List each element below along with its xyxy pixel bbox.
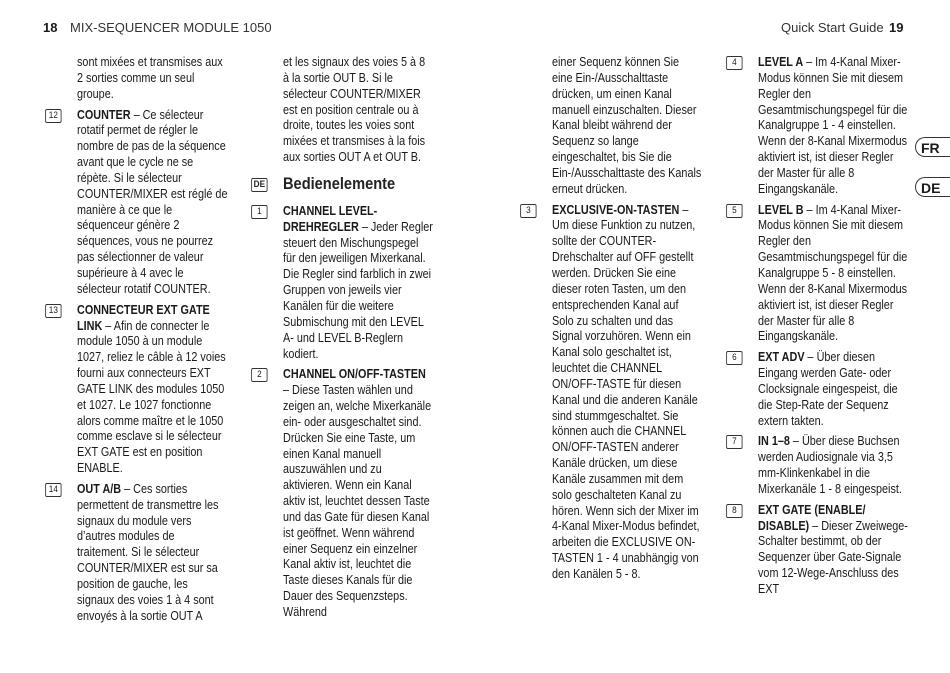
item-text: – Über diesen Eingang werden Gate- oder Clocksignale eingespeist, die die Step-Rate der Sequenz extern takten. (758, 350, 898, 428)
item-7 (732, 434, 909, 497)
item-text: – Ce sélecteur rotatif permet de régler le nombre de pas de la séquence avant que le cycle ne se répète. Si le sélecteur COUNTER/MIXER est réglé de manière à ce que le séquenceur génère 2 séquences, vous ne pourrez pas sélectionner de valeur supérieure à 4 avec le sélecteur rotatif COUNTER. (77, 107, 228, 296)
item-4 (732, 55, 909, 198)
left-page-num: 18 (43, 20, 58, 35)
col1-intro: sont mixées et transmises aux 2 sorties comme un seul groupe. (77, 55, 223, 101)
item-title: CHANNEL ON/OFF-TASTEN (283, 367, 426, 382)
column-4 (732, 55, 909, 603)
item-3 (526, 202, 703, 583)
col3-intro: einer Sequenz können Sie eine Ein-/Ausschalttaste drücken, um einen Kanal manuell einzuschalten. Dieser Kanal bleibt während der Sequenz so lange eingeschaltet, bis Sie die Ein-/Ausschalttaste des Kanals erneut drücken. (552, 55, 702, 196)
item-text: – Diese Tasten wählen und zeigen an, welche Mixerkanäle ein- oder ausgeschaltet sind. Drücken Sie eine Taste, um einen Kanal manuell auszuwählen und zu aktivieren. Wenn ein Kanal aktiv ist, leuchtet dessen Taste und das Gate für diesen Kanal ist geöffnet. Wenn während einer Sequenz ein einzelner Kanal aktiv ist, leuchtet die Taste dieses Kanals für die Dauer des Sequenzsteps. Während (283, 383, 432, 619)
item-number-badge: 1 (251, 205, 267, 219)
item-number-badge: 7 (726, 435, 742, 449)
right-running-title: Quick Start Guide (781, 20, 884, 35)
left-running-title: MIX-SEQUENCER MODULE 1050 (70, 20, 272, 35)
item-text: – Dieser Zweiwege-Schalter bestimmt, ob der Sequenzer über Gate-Signale vom 12-Wege-Anschluss des EXT (758, 518, 908, 596)
item-title: IN 1–8 (758, 434, 790, 449)
item-title: EXCLUSIVE-ON-TASTEN (552, 202, 680, 217)
section-title: Bedienelemente (283, 173, 396, 193)
column-1 (48, 55, 228, 630)
item-number-badge: 14 (45, 483, 61, 497)
item-number-badge: 13 (45, 304, 61, 318)
item-text: – Afin de connecter le module 1050 à un module 1027, reliez le câble à 12 voies fourni aux connecteurs EXT GATE LINK des modules 1050 et 1027. Le 1027 fonctionne alors comme maître et le 1050 comme esclave si le sélecteur EXT GATE est en position ENABLE. (77, 318, 226, 476)
column-3 (526, 55, 703, 588)
item-title: OUT A/B (77, 481, 122, 496)
item-title: CHANNEL LEVEL-DREHREGLER (283, 203, 378, 234)
item-number-badge: 5 (726, 204, 742, 218)
item-number-badge: 8 (726, 504, 742, 518)
right-page-number: 19 (889, 20, 904, 35)
item-title: EXT ADV (758, 350, 805, 365)
item-text: – Ces sorties permettent de transmettre les signaux du module vers d’autres modules de traitement. Si le sélecteur COUNTER/MIXER est sur sa position de gauche, les signaux des voies 1 à 4 sont envoyés à la sortie OUT A (77, 481, 219, 623)
section-language-badge: DE (251, 178, 267, 192)
item-title: COUNTER (77, 107, 131, 122)
item-number-badge: 4 (726, 56, 742, 70)
item-title: LEVEL B (758, 202, 804, 217)
language-tab-de: DE (915, 177, 950, 197)
item-text: – Um diese Funktion zu nutzen, sollte der COUNTER-Drehschalter auf OFF gestellt werden. Drücken Sie eine dieser roten Tasten, um den entsprechenden Kanal auf Solo zu schalten und das Signal vorzuhören. Wenn ein Kanal solo geschaltet ist, leuchtet die CHANNEL ON/OFF-TASTE für diesen Kanal und die anderen Kanäle sind stummgeschaltet. Sie können auch die CHANNEL ON/OFF-TASTEN anderer Kanäle drücken, um diese Kanäle zusammen mit dem solo geschalteten Kanal zu hören. Wenn sich der Mixer im 4-Kanal Mixer-Modus befindet, arbeiten die EXCLUSIVE ON-TASTEN 1 - 4 unabhängig von den Kanälen 5 - 8. (552, 202, 700, 581)
item-text: – Jeder Regler steuert den Mischungspegel für den jeweiligen Mixerkanal. Die Regler sind farblich in zwei Gruppen von jeweils vier Kanälen für die weitere Submischung mit den LEVEL A- und LEVEL B-Reglern kodiert. (283, 219, 433, 361)
item-number-badge: 6 (726, 351, 742, 365)
column-2 (253, 55, 434, 626)
item-14 (48, 481, 228, 625)
item-title: LEVEL A (758, 55, 804, 69)
item-12 (48, 107, 228, 298)
item-text: – Im 4-Kanal Mixer-Modus können Sie mit diesem Regler den Gesamtmischungspegel für die Kanalgruppe 5 - 8 einstellen. Wenn der 8-Kanal Mixermodus aktiviert ist, ist dieser Regler der Master für alle 8 Eingangskanäle. (758, 202, 908, 344)
item-1 (257, 203, 434, 362)
section-heading (253, 173, 434, 194)
item-number-badge: 2 (251, 368, 267, 382)
item-13 (48, 302, 228, 477)
item-number-badge: 12 (45, 109, 61, 123)
col2-intro: et les signaux des voies 5 à 8 à la sortie OUT B. Si le sélecteur COUNTER/MIXER est en position centrale ou à droite, toutes les voies sont mixées et transmises à la fois aux sorties OUT A et OUT B. (283, 55, 426, 165)
item-5 (732, 202, 909, 346)
left-page-number (43, 20, 57, 36)
item-text: – Über diese Buchsen werden Audiosignale via 3,5 mm-Klinkenkabel in die Mixerkanäle 1 - 8 eingespeist. (758, 434, 902, 496)
item-6 (732, 350, 909, 429)
item-2 (257, 367, 434, 621)
item-text: – Im 4-Kanal Mixer-Modus können Sie mit diesem Regler den Gesamtmischungspegel für die Kanalgruppe 1 - 4 einstellen. Wenn der 8-Kanal Mixermodus aktiviert ist, ist dieser Regler der Master für alle 8 Eingangskanäle. (758, 55, 908, 196)
item-number-badge: 3 (520, 204, 536, 218)
item-title: CONNECTEUR EXT GATE LINK (77, 302, 210, 333)
item-8 (732, 502, 909, 598)
item-title: EXT GATE (ENABLE/ DISABLE) (758, 502, 866, 533)
language-tab-fr: FR (915, 137, 950, 157)
